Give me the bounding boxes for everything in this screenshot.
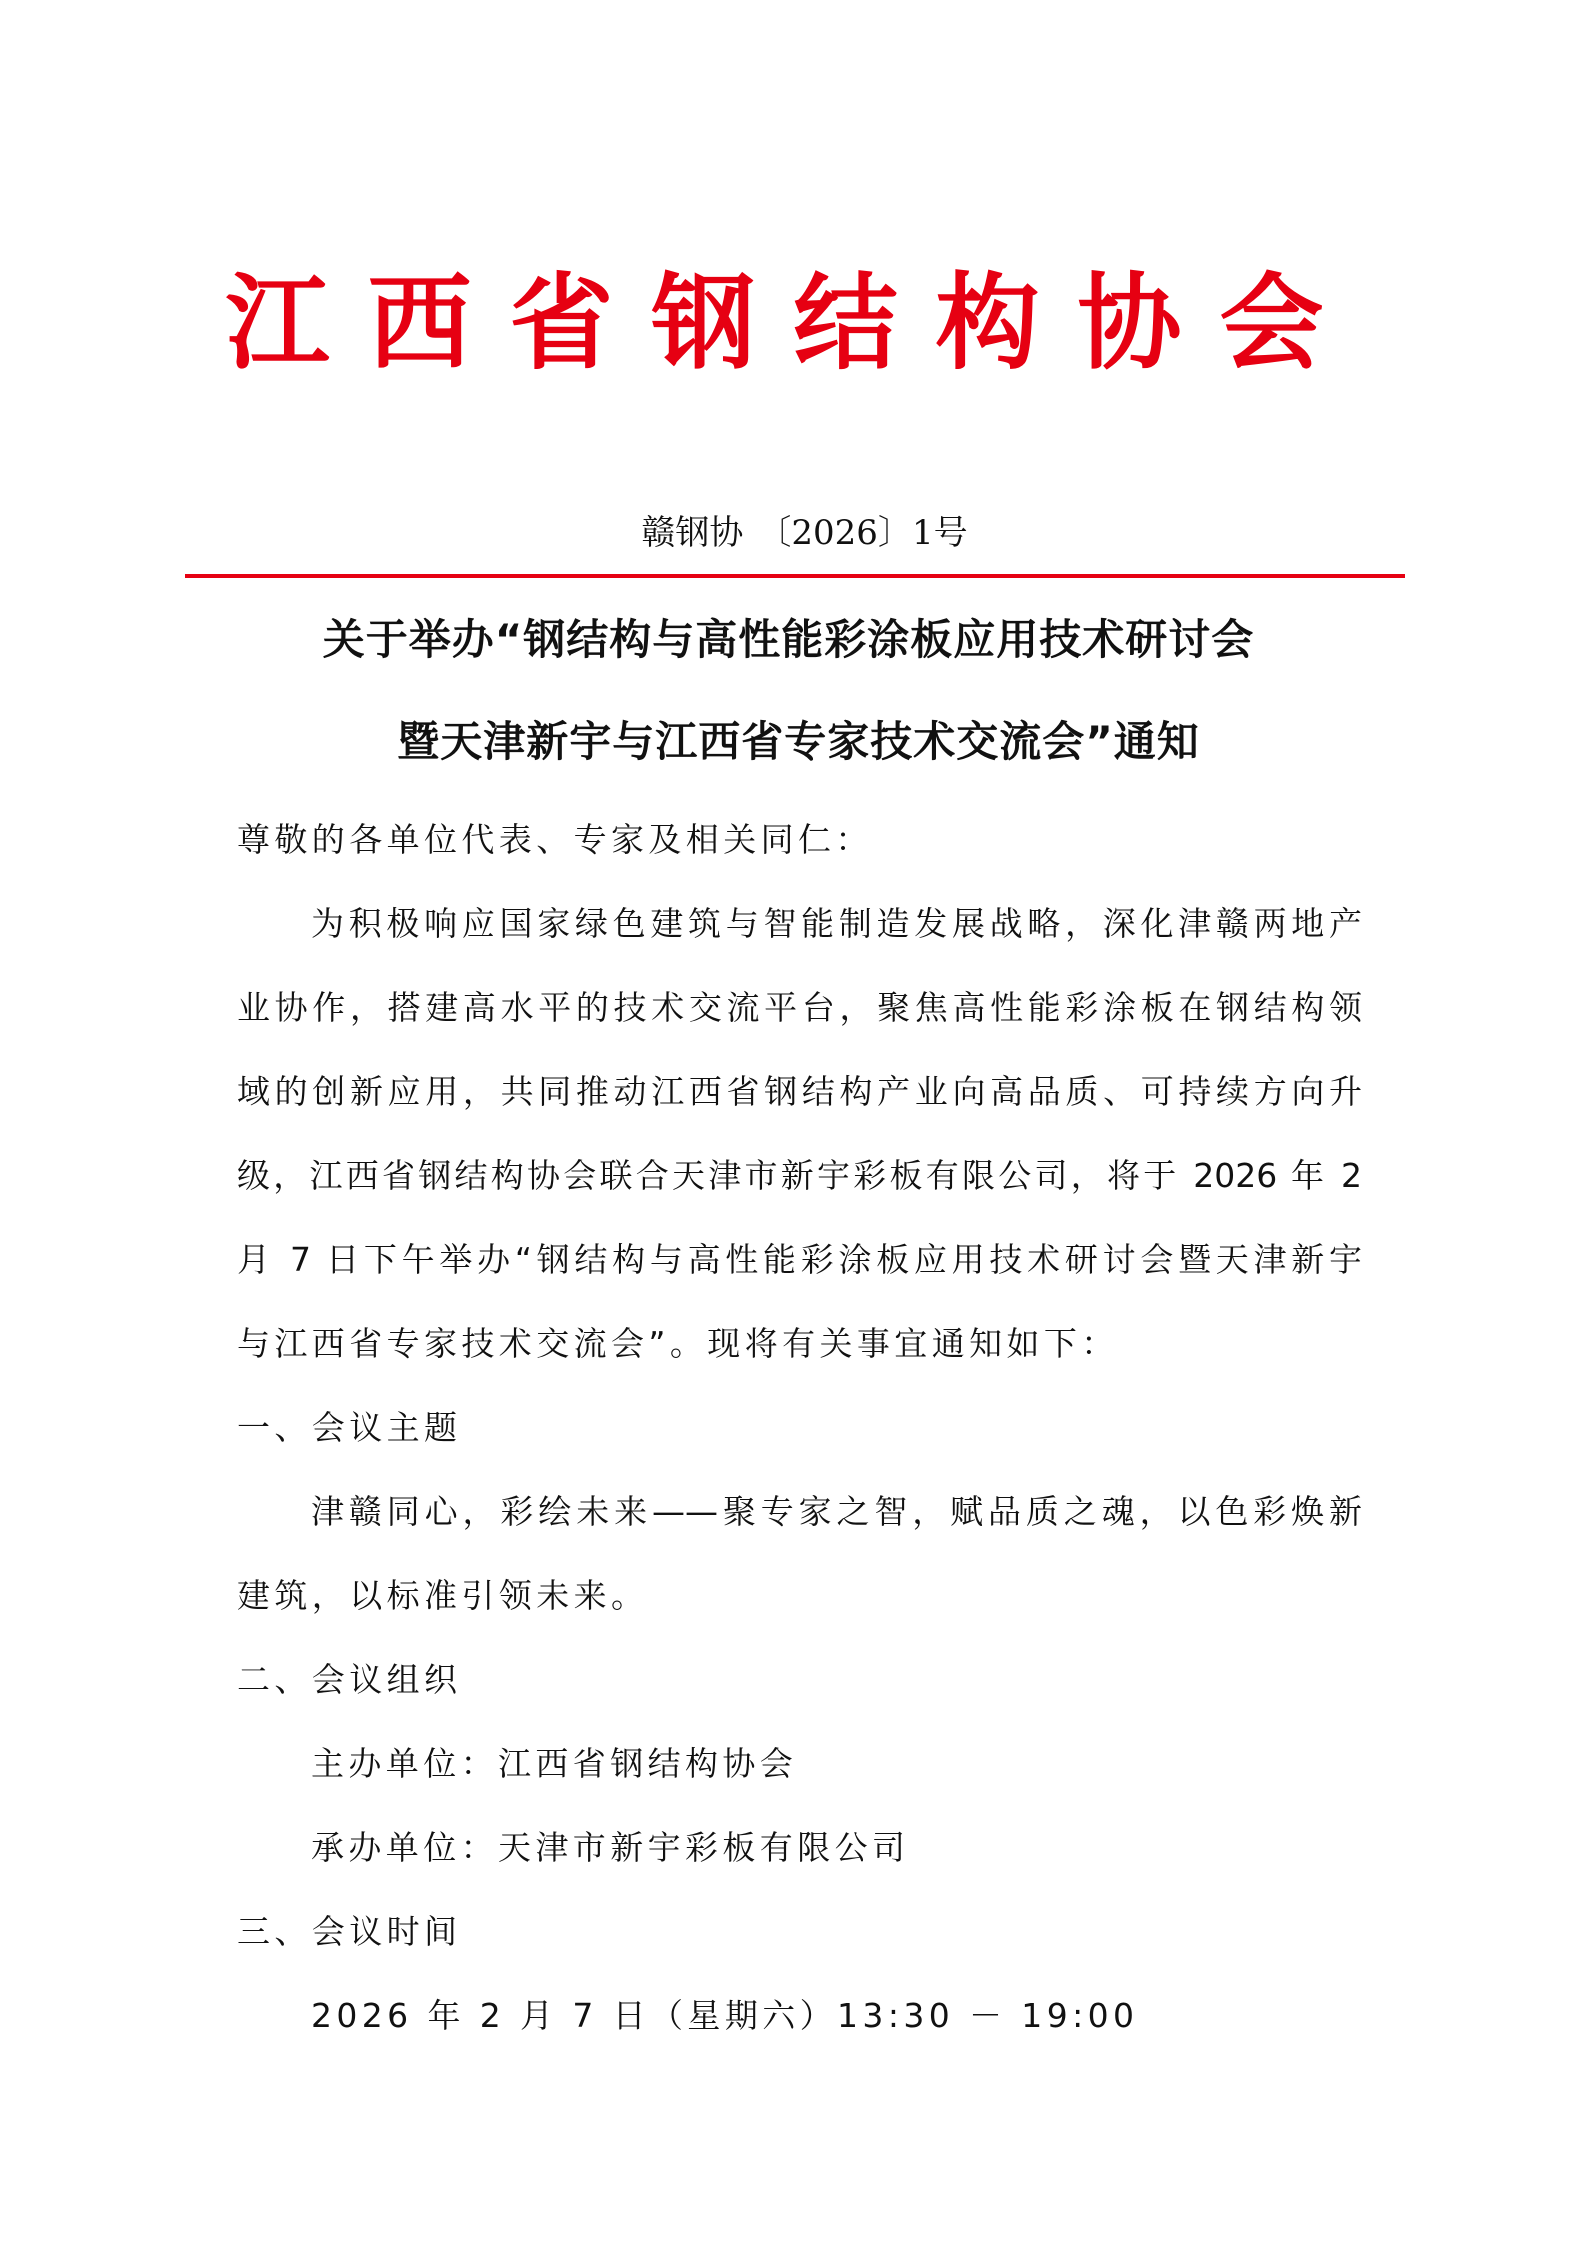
salutation: 尊敬的各单位代表、专家及相关同仁： bbox=[237, 820, 873, 859]
meeting-time: 2026 年 2 月 7 日（星期六）13:30 － 19:00 bbox=[311, 1996, 1139, 2035]
doc-number-prefix: 赣钢协 bbox=[641, 513, 744, 553]
document-number bbox=[0, 508, 1587, 558]
intro-line: 为积极响应国家绿色建筑与智能制造发展战略，深化津赣两地产 bbox=[311, 904, 1362, 943]
section-heading-theme: 一、会议主题 bbox=[237, 1408, 462, 1447]
intro-line: 级，江西省钢结构协会联合天津市新宇彩板有限公司，将于 2026 年 2 bbox=[237, 1156, 1362, 1195]
notice-title-line-1: 关于举办“钢结构与高性能彩涂板应用技术研讨会 bbox=[322, 615, 1255, 664]
section-heading-time: 三、会议时间 bbox=[237, 1912, 462, 1951]
theme-line: 津赣同心，彩绘未来——聚专家之智，赋品质之魂，以色彩焕新 bbox=[311, 1492, 1362, 1531]
section-heading-organization: 二、会议组织 bbox=[237, 1660, 462, 1699]
organizer-host: 主办单位：江西省钢结构协会 bbox=[311, 1744, 798, 1783]
notice-body bbox=[237, 810, 1362, 2070]
doc-number-number: 1号 bbox=[911, 513, 968, 553]
doc-number-year: 〔2026〕 bbox=[757, 513, 912, 553]
red-divider-rule bbox=[185, 574, 1405, 578]
masthead-title: 江西省钢结构协会 bbox=[225, 261, 1362, 384]
notice-title-line-2: 暨天津新宇与江西省专家技术交流会”通知 bbox=[397, 717, 1200, 766]
intro-line: 域的创新应用，共同推动江西省钢结构产业向高品质、可持续方向升 bbox=[237, 1072, 1362, 1111]
organizer-undertaker: 承办单位：天津市新宇彩板有限公司 bbox=[311, 1828, 910, 1867]
intro-line: 月 7 日下午举办“钢结构与高性能彩涂板应用技术研讨会暨天津新宇 bbox=[237, 1240, 1362, 1279]
theme-line: 建筑，以标准引领未来。 bbox=[237, 1576, 649, 1615]
intro-line: 业协作，搭建高水平的技术交流平台，聚焦高性能彩涂板在钢结构领 bbox=[237, 988, 1362, 1027]
intro-line: 与江西省专家技术交流会”。现将有关事宜通知如下： bbox=[237, 1324, 1119, 1363]
